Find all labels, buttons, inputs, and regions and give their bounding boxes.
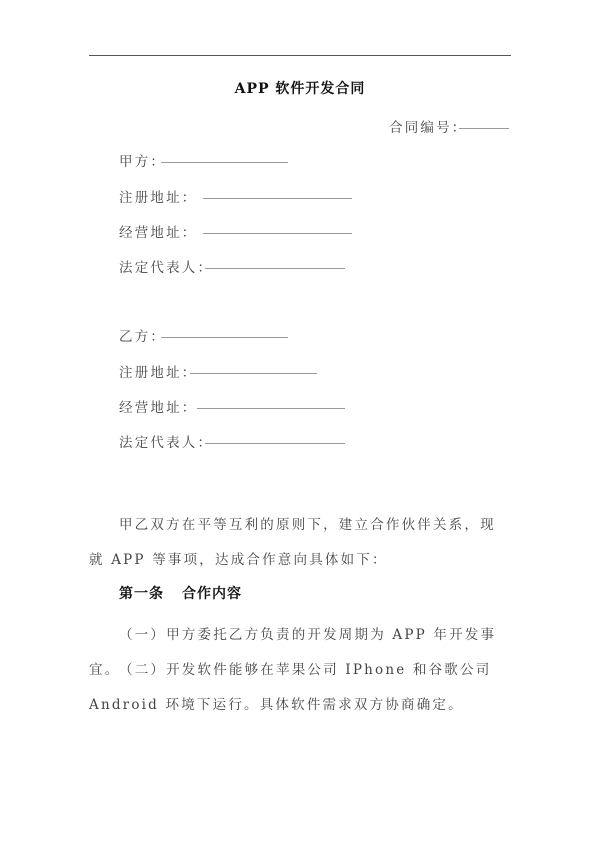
- contract-no-label: 合同编号：: [389, 120, 468, 136]
- contract-no-blank[interactable]: [459, 128, 509, 129]
- intro-paragraph: 甲乙双方在平等互利的原则下，建立合作伙伴关系，现就 APP 等事项，达成合作意向具体如下：: [89, 517, 496, 568]
- party-b-registered-address-label: 注册地址：: [119, 365, 198, 381]
- party-a-registered-address-label: 注册地址：: [119, 190, 198, 206]
- article-1-title: 合作内容: [182, 586, 242, 602]
- header-rule: [89, 55, 511, 56]
- party-a-legal-rep-label: 法定代表人：: [119, 260, 214, 276]
- article-1-item-1: （一）甲方委托乙方负责的开发周期为 APP 年开发事宜。: [89, 627, 497, 678]
- party-a-legal-rep-blank[interactable]: [205, 268, 345, 269]
- party-b-registered-address-blank[interactable]: [190, 373, 317, 374]
- document-title: APP 软件开发合同: [234, 81, 366, 97]
- article-1-heading: [119, 583, 242, 603]
- party-b-business-address-blank[interactable]: [197, 408, 345, 409]
- party-b-name-blank[interactable]: [161, 337, 288, 338]
- party-a-name-blank[interactable]: [161, 162, 288, 163]
- party-a-business-address-blank[interactable]: [203, 233, 352, 234]
- party-b-business-address-label: 经营地址：: [119, 400, 198, 416]
- party-b-legal-rep-blank[interactable]: [205, 443, 345, 444]
- article-1-number: 第一条: [119, 586, 164, 602]
- party-b-label: 乙方：: [119, 329, 167, 345]
- article-1-item-2: （二）开发软件能够在苹果公司 IPhone 和谷歌公司 Android 环境下运行。具体软件需求双方协商确定。: [89, 662, 492, 713]
- party-b-legal-rep-label: 法定代表人：: [119, 435, 214, 451]
- party-a-business-address-label: 经营地址：: [119, 225, 198, 241]
- party-a-registered-address-blank[interactable]: [203, 198, 352, 199]
- party-a-label: 甲方：: [119, 154, 167, 170]
